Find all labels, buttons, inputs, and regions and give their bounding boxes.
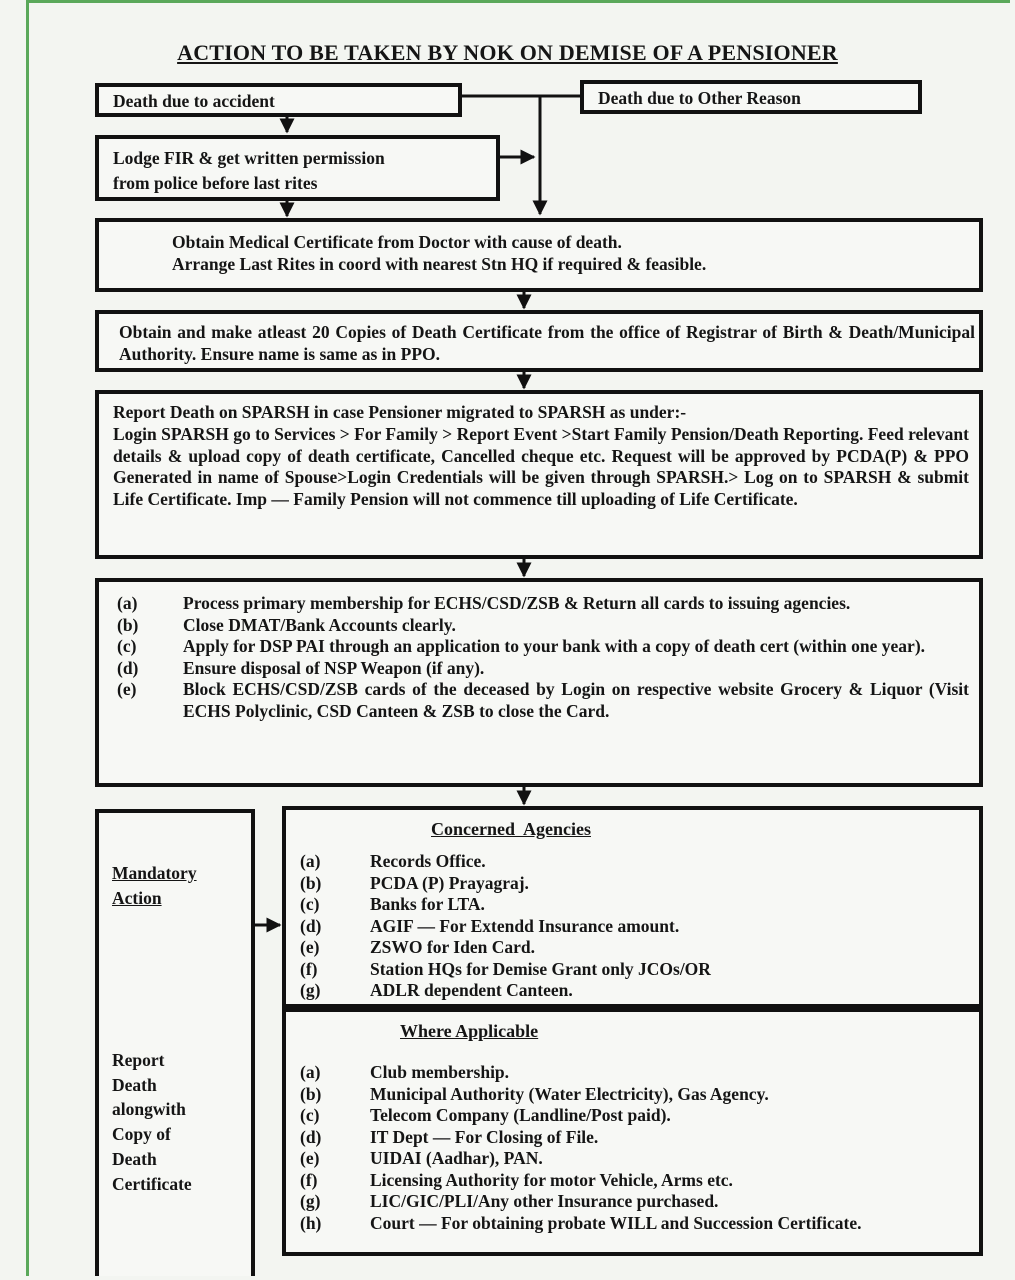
sparsh-body: Login SPARSH go to Services > For Family > Report Event >Start Family Pension/Death Reporting. Feed relevant details & upload copy of death certificate, Cancelled cheque etc. Request will be approved by PCDA(P) & PPO Generated in name of Spouse>Login Credentials will be given through SPARSH.> Log on to SPARSH & submit Life Certificate. Imp — Family Pension will not commence till uploading of Life Certificate. <box>113 424 969 509</box>
applicable-item <box>300 1213 978 1235</box>
task-item-label: (b) <box>117 614 139 635</box>
agency-item-text: AGIF — For Extendd Insurance amount. <box>370 915 680 936</box>
box-death-accident <box>95 83 462 117</box>
applicable-item-text: UIDAI (Aadhar), PAN. <box>370 1148 543 1168</box>
box-where-applicable <box>282 1008 983 1256</box>
agency-item <box>300 873 970 895</box>
box-lodge-fir <box>95 135 500 201</box>
applicable-item-text: Municipal Authority (Water Electricity), Gas Agency. <box>370 1083 769 1104</box>
applicable-item-label: (a) <box>300 1062 321 1082</box>
agency-item-label: (d) <box>300 915 322 936</box>
task-item-text: Apply for DSP PAI through an application to your bank with a copy of death cert (within one year). <box>183 636 926 656</box>
box-tasks <box>95 578 983 787</box>
applicable-item-label: (h) <box>300 1212 322 1233</box>
applicable-item-text: Telecom Company (Landline/Post paid). <box>370 1105 671 1125</box>
applicable-item-text: LIC/GIC/PLI/Any other Insurance purchased. <box>370 1191 719 1211</box>
sparsh-line-1: Report Death on SPARSH in case Pensioner migrated to SPARSH as under:- <box>113 402 687 422</box>
box-concerned-agencies <box>282 806 983 1008</box>
agency-item-text: Station HQs for Demise Grant only JCOs/OR <box>370 958 711 979</box>
task-item-label: (d) <box>117 657 139 678</box>
agency-item-label: (b) <box>300 872 322 893</box>
mandatory-heading-line-2: Action <box>112 888 162 908</box>
mandatory-heading <box>112 861 197 911</box>
task-item <box>117 658 969 680</box>
task-item-text: Block ECHS/CSD/ZSB cards of the deceased by Login on respective website Grocery & Liquor (Visit ECHS Polyclinic, CSD Canteen & ZSB to close the Card. <box>183 679 969 721</box>
applicable-item-text: Licensing Authority for motor Vehicle, Arms etc. <box>370 1169 733 1190</box>
agency-item-text: Banks for LTA. <box>370 894 485 914</box>
agencies-heading: Concerned Agencies <box>431 819 591 839</box>
task-item-label: (a) <box>117 593 138 613</box>
mandatory-heading-line-1: Mandatory <box>112 863 197 883</box>
applicable-item-text: Club membership. <box>370 1062 510 1082</box>
box-medical-certificate <box>95 218 983 292</box>
agency-item-label: (c) <box>300 894 320 914</box>
applicable-item <box>300 1105 978 1127</box>
agency-item <box>300 937 970 959</box>
page-title: ACTION TO BE TAKEN BY NOK ON DEMISE OF A PENSIONER <box>177 40 838 65</box>
agency-item-label: (f) <box>300 958 318 979</box>
medical-line-1: Obtain Medical Certificate from Doctor with cause of death. <box>172 232 622 252</box>
agency-item-label: (a) <box>300 851 321 871</box>
task-item <box>117 679 969 722</box>
task-item <box>117 593 969 615</box>
applicable-item-label: (e) <box>300 1148 320 1168</box>
report-line: Death <box>112 1074 157 1095</box>
task-item-label: (c) <box>117 636 137 656</box>
agency-item-text: ZSWO for Iden Card. <box>370 937 535 957</box>
report-line: Report <box>112 1050 165 1070</box>
applicable-item-label: (c) <box>300 1105 320 1125</box>
applicable-item-label: (f) <box>300 1169 318 1190</box>
death-other-label: Death due to Other Reason <box>598 88 801 108</box>
agency-item-text: Records Office. <box>370 851 486 871</box>
medical-line-2: Arrange Last Rites in coord with nearest Stn HQ if required & feasible. <box>172 254 707 274</box>
agency-item <box>300 916 970 938</box>
task-item-label: (e) <box>117 679 137 699</box>
task-item <box>117 636 969 658</box>
box-death-other <box>580 80 922 114</box>
applicable-list <box>300 1062 978 1234</box>
applicable-item-label: (b) <box>300 1083 322 1104</box>
agencies-list <box>300 851 970 1002</box>
task-item-text: Ensure disposal of NSP Weapon (if any). <box>183 657 485 678</box>
death-accident-label: Death due to accident <box>113 91 275 111</box>
applicable-heading: Where Applicable <box>400 1021 539 1041</box>
agency-item <box>300 894 970 916</box>
agency-item-text: PCDA (P) Prayagraj. <box>370 872 529 893</box>
tasks-list <box>117 593 969 722</box>
applicable-item-label: (g) <box>300 1191 321 1211</box>
applicable-item-label: (d) <box>300 1126 322 1147</box>
applicable-item <box>300 1191 978 1213</box>
task-item <box>117 615 969 637</box>
task-item-text: Close DMAT/Bank Accounts clearly. <box>183 614 456 635</box>
report-line: alongwith <box>112 1099 186 1120</box>
box-death-certificate-copies <box>95 310 983 372</box>
report-death-text <box>112 1048 192 1196</box>
applicable-item-text: IT Dept — For Closing of File. <box>370 1126 599 1147</box>
box-mandatory-action <box>95 809 255 1276</box>
agency-item-label: (g) <box>300 980 321 1000</box>
agency-item <box>300 980 970 1002</box>
agency-item-text: ADLR dependent Canteen. <box>370 980 573 1000</box>
fir-line-2: from police before last rites <box>113 173 318 193</box>
applicable-item <box>300 1170 978 1192</box>
report-line: Copy of <box>112 1124 171 1145</box>
agency-item <box>300 851 970 873</box>
applicable-item <box>300 1127 978 1149</box>
report-line: Certificate <box>112 1173 192 1194</box>
agency-item <box>300 959 970 981</box>
certificate-text: Obtain and make atleast 20 Copies of Death Certificate from the office of Registrar of Birth & Death/Municipal Authority. Ensure name is same as in PPO. <box>119 322 975 364</box>
box-sparsh-reporting <box>95 390 983 559</box>
applicable-item <box>300 1062 978 1084</box>
task-item-text: Process primary membership for ECHS/CSD/ZSB & Return all cards to issuing agencies. <box>183 593 851 613</box>
applicable-item-text: Court — For obtaining probate WILL and Succession Certificate. <box>370 1212 862 1233</box>
agency-item-label: (e) <box>300 937 320 957</box>
applicable-item <box>300 1148 978 1170</box>
report-line: Death <box>112 1148 157 1169</box>
applicable-item <box>300 1084 978 1106</box>
fir-line-1: Lodge FIR & get written permission <box>113 148 385 168</box>
